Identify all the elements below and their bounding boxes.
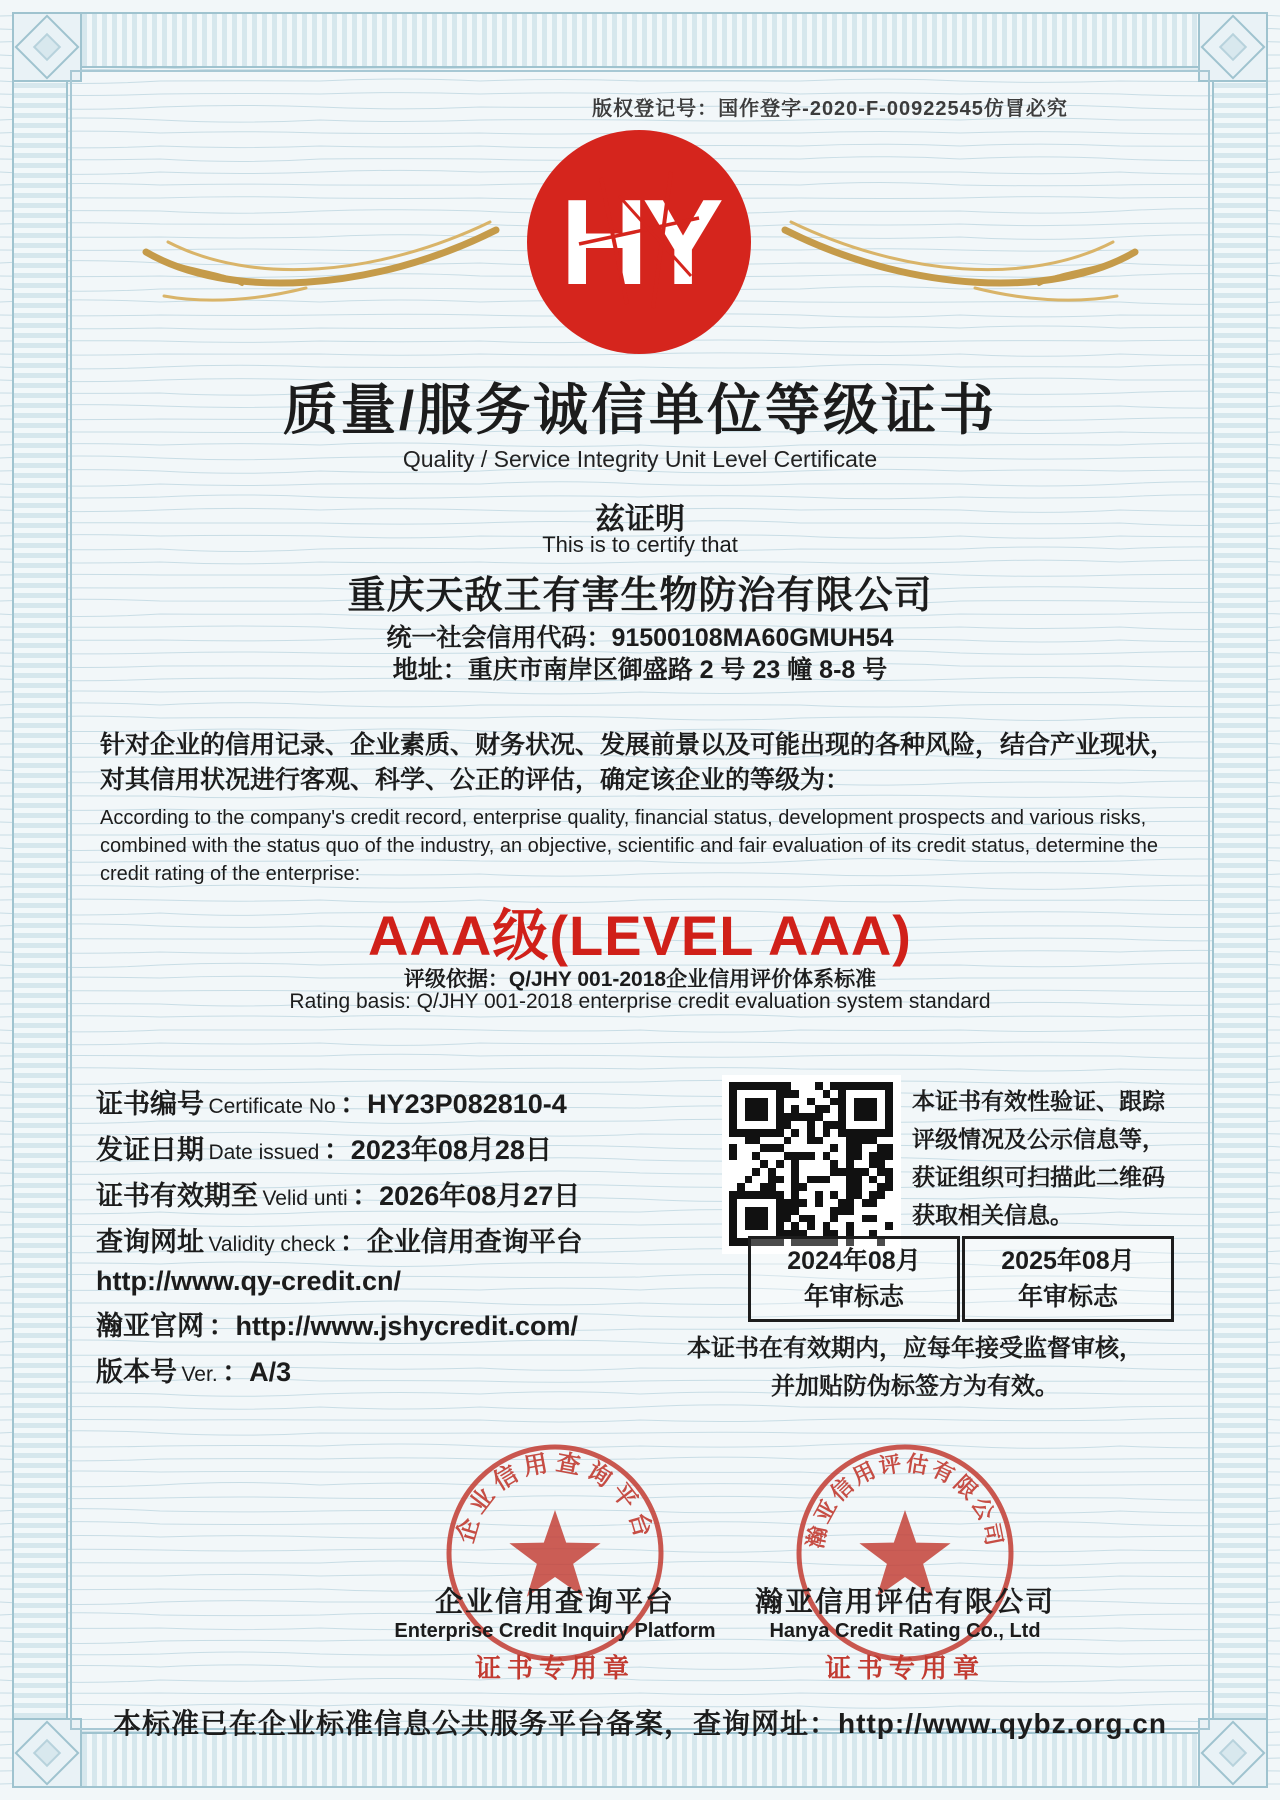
qr-note-line: 获取相关信息。 bbox=[912, 1202, 1073, 1228]
svg-text:HY: HY bbox=[560, 174, 718, 310]
qr-code bbox=[722, 1075, 901, 1254]
version-line bbox=[96, 1350, 656, 1389]
address-line: 地址：重庆市南岸区御盛路 2 号 23 幢 8-8 号 bbox=[392, 656, 888, 684]
cert-no-value: ：HY23P082810-4 bbox=[340, 1089, 567, 1119]
rating-basis-en: Rating basis: Q/JHY 001-2018 enterprise credit evaluation system standard bbox=[289, 990, 991, 1013]
issuer-name-zh: 瀚亚信用评估有限公司 bbox=[754, 1586, 1055, 1617]
standard-filing-footer: 本标准已在企业标准信息公共服务平台备案，查询网址：http://www.qybz.org.cn bbox=[113, 1708, 1167, 1739]
audit-badge-month: 2024年08月 bbox=[787, 1247, 921, 1275]
cert-no-line bbox=[96, 1082, 656, 1121]
evaluation-statement-zh: 针对企业的信用记录、企业素质、财务状况、发展前景以及可能出现的各种风险，结合产业现状，对其信用状况进行客观、科学、公正的评估，确定该企业的等级为： bbox=[100, 731, 1176, 794]
gold-flourish-right bbox=[778, 200, 1143, 310]
rating-basis-zh: 评级依据：Q/JHY 001-2018企业信用评价体系标准 bbox=[403, 968, 877, 991]
audit-badge-label: 年审标志 bbox=[1017, 1283, 1118, 1311]
validity-check-value: ：企业信用查询平台 bbox=[339, 1227, 583, 1257]
cert-no-label-zh: 证书编号 bbox=[96, 1089, 204, 1119]
svg-text:企业信用查询平台: 企业信用查询平台 bbox=[451, 1449, 659, 1546]
valid-until-label-zh: 证书有效期至 bbox=[96, 1181, 258, 1211]
official-site-label-zh: 瀚亚官网 bbox=[96, 1311, 204, 1341]
copyright-registration-line: 版权登记号：国作登字-2020-F-00922545仿冒必究 bbox=[592, 98, 1068, 120]
certificate-title-en: Quality / Service Integrity Unit Level Certificate bbox=[402, 446, 878, 472]
validity-check-label-zh: 查询网址 bbox=[96, 1227, 204, 1257]
validity-check-line bbox=[96, 1220, 656, 1259]
issuer-name-zh: 企业信用查询平台 bbox=[434, 1586, 675, 1617]
qr-note-line: 评级情况及公示信息等， bbox=[912, 1126, 1165, 1152]
official-site-line bbox=[96, 1304, 656, 1343]
version-label-zh: 版本号 bbox=[96, 1357, 177, 1387]
rating-level: AAA级(LEVEL AAA) bbox=[368, 904, 912, 967]
qr-note-line: 本证书有效性验证、跟踪 bbox=[912, 1088, 1165, 1114]
supervision-note-line1: 本证书在有效期内，应每年接受监督审核， bbox=[687, 1335, 1143, 1362]
hy-logo-icon bbox=[523, 126, 755, 358]
date-issued-line bbox=[96, 1128, 656, 1167]
seal-purpose-text: 证书专用章 bbox=[824, 1653, 985, 1683]
valid-until-label-en: Velid unti bbox=[262, 1187, 348, 1210]
official-site-value: ：http://www.jshycredit.com/ bbox=[208, 1311, 578, 1341]
company-name: 重庆天敌王有害生物防治有限公司 bbox=[347, 575, 933, 617]
evaluation-statement-en: According to the company's credit record, enterprise quality, financial status, development prospects and various risks, combined with the status quo of the industry, an objective, scientific and fair evaluation of its credit status, determine the credit rating of the enterprise: bbox=[100, 807, 1158, 885]
annual-audit-badge-2025 bbox=[962, 1236, 1174, 1322]
issuer-name-en: Hanya Credit Rating Co., Ltd bbox=[769, 1620, 1041, 1642]
version-value: ：A/3 bbox=[222, 1357, 292, 1387]
date-issued-value: ：2023年08月28日 bbox=[323, 1135, 552, 1165]
valid-until-value: ：2026年08月27日 bbox=[352, 1181, 581, 1211]
version-label-en: Ver. bbox=[181, 1363, 218, 1386]
supervision-note-line2: 并加贴防伪标签方为有效。 bbox=[771, 1373, 1059, 1400]
issuer-name-en: Enterprise Credit Inquiry Platform bbox=[394, 1620, 716, 1642]
date-issued-label-en: Date issued bbox=[208, 1141, 320, 1164]
svg-text:瀚亚信用评估有限公司: 瀚亚信用评估有限公司 bbox=[802, 1450, 1008, 1551]
valid-until-line bbox=[96, 1174, 656, 1213]
certificate-title-zh: 质量/服务诚信单位等级证书 bbox=[282, 379, 998, 441]
supervision-note bbox=[645, 1330, 1185, 1406]
annual-audit-badge-2024 bbox=[748, 1236, 960, 1322]
issuer-inquiry-platform bbox=[355, 1430, 755, 1700]
issuer-rating-company bbox=[705, 1430, 1105, 1700]
date-issued-label-zh: 发证日期 bbox=[96, 1135, 204, 1165]
audit-badge-month: 2025年08月 bbox=[1001, 1247, 1135, 1275]
certificate-details bbox=[96, 1082, 656, 1396]
certify-label-en: This is to certify that bbox=[542, 532, 738, 557]
certify-label-zh: 兹证明 bbox=[595, 503, 685, 536]
qr-note-line: 获证组织可扫描此二维码 bbox=[912, 1164, 1165, 1190]
gold-flourish-left bbox=[138, 200, 503, 310]
cert-no-label-en: Certificate No bbox=[208, 1095, 336, 1118]
credit-code-line: 统一社会信用代码：91500108MA60GMUH54 bbox=[386, 624, 894, 652]
check-url: http://www.qy-credit.cn/ bbox=[96, 1266, 402, 1296]
seal-purpose-text: 证书专用章 bbox=[474, 1653, 635, 1683]
qr-instructions bbox=[912, 1082, 1192, 1234]
validity-check-label-en: Validity check bbox=[208, 1233, 336, 1256]
audit-badge-label: 年审标志 bbox=[803, 1283, 904, 1311]
